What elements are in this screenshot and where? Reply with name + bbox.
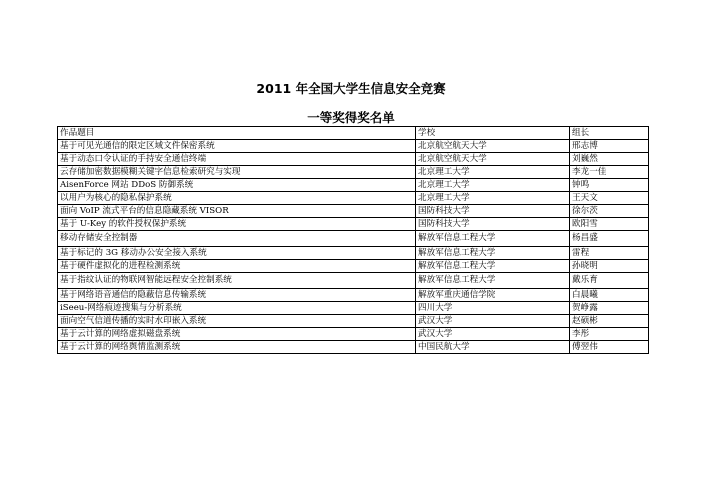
cell-project-title: 基于硬件虚拟化的进程检测系统 — [58, 260, 416, 273]
table-row — [58, 289, 649, 302]
cell-team-leader: 欧阳雪 — [570, 218, 649, 231]
cell-project-title: 基于网络语音通信的隐蔽信息传输系统 — [58, 289, 416, 302]
awards-table-body — [58, 127, 649, 354]
cell-school: 武汉大学 — [416, 315, 570, 328]
cell-school: 中国民航大学 — [416, 341, 570, 354]
cell-school: 解放军信息工程大学 — [416, 273, 570, 289]
cell-team-leader: 李龙一佳 — [570, 166, 649, 179]
document-subtitle: 一等奖得奖名单 — [307, 110, 395, 125]
cell-team-leader: 钟鸣 — [570, 179, 649, 192]
cell-team-leader: 雷程 — [570, 247, 649, 260]
cell-school: 国防科技大学 — [416, 218, 570, 231]
header-school: 学校 — [416, 127, 570, 140]
document-title: 2011 年全国大学生信息安全竞赛 — [256, 81, 446, 96]
table-header-row — [58, 127, 649, 140]
cell-school: 北京理工大学 — [416, 166, 570, 179]
cell-school: 武汉大学 — [416, 328, 570, 341]
awards-table — [57, 126, 649, 354]
cell-team-leader: 白晨曦 — [570, 289, 649, 302]
cell-project-title: iSeeu-网络痕迹搜集与分析系统 — [58, 302, 416, 315]
cell-team-leader: 刘巍然 — [570, 153, 649, 166]
cell-school: 北京理工大学 — [416, 192, 570, 205]
table-row — [58, 179, 649, 192]
table-row — [58, 315, 649, 328]
cell-school: 北京航空航天大学 — [416, 153, 570, 166]
cell-team-leader: 杨昌盛 — [570, 231, 649, 247]
table-row — [58, 247, 649, 260]
cell-project-title: 基于动态口令认证的手持安全通信终端 — [58, 153, 416, 166]
cell-team-leader: 傅翌伟 — [570, 341, 649, 354]
cell-project-title: 基于云计算的网络舆情监测系统 — [58, 341, 416, 354]
cell-project-title: 基于 U-Key 的软件授权保护系统 — [58, 218, 416, 231]
cell-school: 解放军重庆通信学院 — [416, 289, 570, 302]
cell-team-leader: 赵硕彬 — [570, 315, 649, 328]
table-row — [58, 205, 649, 218]
cell-school: 北京航空航天大学 — [416, 140, 570, 153]
cell-project-title: 基于指纹认证的物联网智能远程安全控制系统 — [58, 273, 416, 289]
cell-project-title: 基于云计算的网络虚拟磁盘系统 — [58, 328, 416, 341]
cell-project-title: 云存储加密数据模糊关键字信息检索研究与实现 — [58, 166, 416, 179]
cell-project-title: 基于标记的 3G 移动办公安全接入系统 — [58, 247, 416, 260]
table-row — [58, 192, 649, 205]
table-row — [58, 166, 649, 179]
cell-team-leader: 邢志博 — [570, 140, 649, 153]
cell-team-leader: 贺峥露 — [570, 302, 649, 315]
cell-project-title: 基于可见光通信的限定区域文件保密系统 — [58, 140, 416, 153]
table-row — [58, 140, 649, 153]
cell-team-leader: 孙晓明 — [570, 260, 649, 273]
cell-project-title: 面向 VoIP 流式平台的信息隐藏系统 VISOR — [58, 205, 416, 218]
table-row — [58, 153, 649, 166]
cell-project-title: AisenForce 网站 DDoS 防御系统 — [58, 179, 416, 192]
header-project-title: 作品题目 — [58, 127, 416, 140]
table-row — [58, 218, 649, 231]
table-row — [58, 273, 649, 289]
table-row — [58, 231, 649, 247]
cell-team-leader: 王天文 — [570, 192, 649, 205]
cell-school: 解放军信息工程大学 — [416, 260, 570, 273]
table-row — [58, 341, 649, 354]
cell-project-title: 以用户为核心的隐私保护系统 — [58, 192, 416, 205]
header-team-leader: 组长 — [570, 127, 649, 140]
cell-team-leader: 徐尔茨 — [570, 205, 649, 218]
cell-project-title: 移动存储安全控制器 — [58, 231, 416, 247]
cell-project-title: 面向空气信道传播的实时水印嵌入系统 — [58, 315, 416, 328]
table-row — [58, 260, 649, 273]
table-row — [58, 302, 649, 315]
cell-school: 国防科技大学 — [416, 205, 570, 218]
cell-school: 解放军信息工程大学 — [416, 231, 570, 247]
cell-school: 解放军信息工程大学 — [416, 247, 570, 260]
table-row — [58, 328, 649, 341]
cell-school: 四川大学 — [416, 302, 570, 315]
cell-team-leader: 李彤 — [570, 328, 649, 341]
cell-school: 北京理工大学 — [416, 179, 570, 192]
cell-team-leader: 戴乐育 — [570, 273, 649, 289]
